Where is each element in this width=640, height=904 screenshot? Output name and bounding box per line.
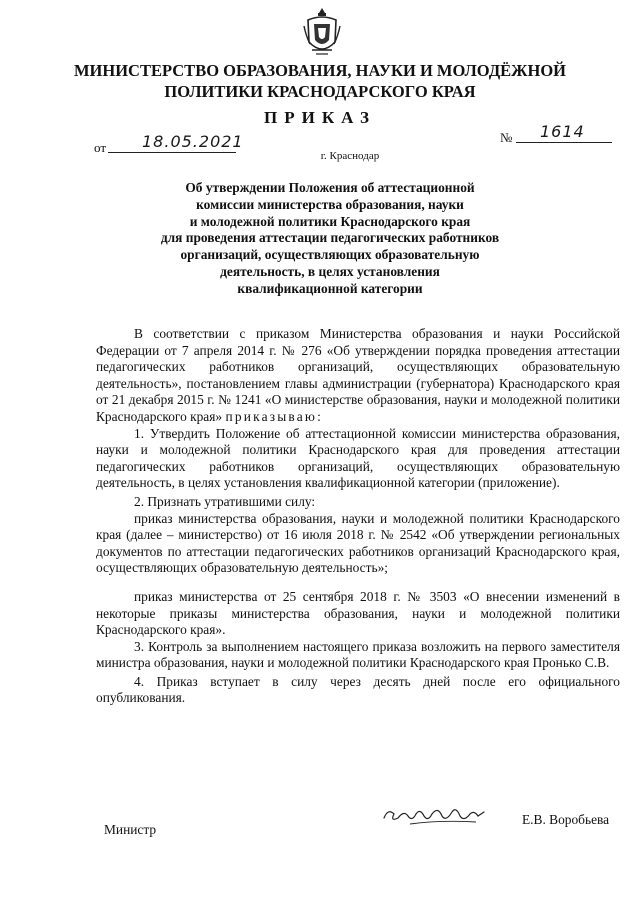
coat-of-arms-emblem: [302, 6, 342, 58]
orders-word: приказываю:: [225, 408, 324, 424]
title-line: и молодежной политики Краснодарского края: [189, 213, 471, 229]
city: г. Краснодар: [320, 150, 380, 162]
ministry-name: [60, 60, 580, 102]
date-value: 18.05.2021: [142, 132, 244, 151]
signer-name: Е.В. Воробьева: [522, 812, 610, 827]
title-line: Об утверждении Положения об аттестационной: [185, 180, 475, 195]
paragraph-3: 3. Контроль за выполнением настоящего приказа возложить на первого заместителя министра образования, науки и молодежной политики Краснодарского края Пронько С.В.: [96, 638, 620, 671]
paragraph-2: 2. Признать утратившими силу:: [134, 493, 316, 509]
number-underline: [516, 142, 612, 143]
title-line: для проведения аттестации педагогических работников: [160, 230, 500, 246]
paragraph-2b: приказ министерства от 25 сентября 2018 г. № 3503 «О внесении изменений в некоторые приказы министерства образования, науки и молодежной политики Краснодарского края».: [96, 588, 620, 638]
signer-position: Министр: [104, 822, 157, 837]
title-line: деятельность, в целях установления: [220, 263, 440, 279]
number-label: №: [500, 130, 513, 145]
paragraph-4: 4. Приказ вступает в силу через десять дней после его официального опубликования.: [96, 673, 620, 706]
number-value: 1614: [540, 122, 585, 141]
date-label: от: [94, 140, 107, 155]
handwritten-signature: [380, 800, 500, 830]
document-body: [96, 326, 620, 707]
title-line: комиссии министерства образования, науки: [196, 196, 464, 212]
title-line: квалификационной категории: [237, 280, 423, 296]
ministry-name-line-1: МИНИСТЕРСТВО ОБРАЗОВАНИЯ, НАУКИ И МОЛОДЁЖНОЙ: [73, 61, 566, 80]
ministry-name-line-2: ПОЛИТИКИ КРАСНОДАРСКОГО КРАЯ: [164, 82, 476, 101]
preamble-text: В соответствии с приказом Министерства образования и науки Российской Федерации от 7 апреля 2014 г. № 276 «Об утверждении порядка проведения аттестации педагогических работников организаций, осуществляющих образовательную деятельность», постановлением главы администрации (губернатора) Краснодарского края от 21 декабря 2015 г. № 1241 «О министерстве образования, науки и молодежной политики Краснодарского края»: [96, 326, 620, 424]
paragraph-2a: приказ министерства образования, науки и молодежной политики Краснодарского края (далее – министерство) от 16 июля 2018 г. № 2542 «Об утверждении региональных документов по аттестации педагогических работников организаций Краснодарского края, осуществляющих образовательную деятельность»;: [96, 510, 620, 576]
order-heading: ПРИКАЗ: [264, 108, 376, 127]
preamble-paragraph: [96, 326, 620, 426]
paragraph-1: 1. Утвердить Положение об аттестационной комиссии министерства образования, науки и молодежной политики Краснодарского края для проведения аттестации педагогических работников организаций, осуществляющих образовательную деятельность, в целях установления квалификационной категории (приложение).: [96, 425, 620, 491]
title-line: организаций, осуществляющих образовательную: [180, 247, 480, 263]
document-title: [140, 180, 520, 298]
